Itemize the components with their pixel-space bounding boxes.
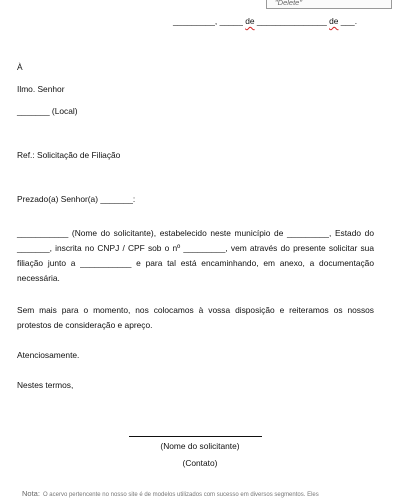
date-de-2: de [329, 16, 339, 26]
footer-note [22, 489, 382, 498]
date-year-blank: ___. [338, 16, 358, 26]
terms: Nestes termos, [17, 380, 74, 390]
date-day-blank: _________, _____ [173, 16, 246, 26]
closing-paragraph: Sem mais para o momento, nos colocamos à vossa disposição e reiteramos os nossos protestos de consideração e apreço. [17, 305, 374, 330]
regards: Atenciosamente. [17, 350, 80, 360]
salutation: Prezado(a) Senhor(a) _______: [17, 194, 136, 204]
note-text: O acervo pertencente no nosso site é de modelos utilizados com sucesso em diversos segmentos. Eles [42, 492, 319, 498]
date-month-blank: _______________ [254, 16, 330, 26]
recipient-title: Ilmo. Senhor [17, 84, 65, 94]
recipient-local: _______ (Local) [17, 106, 78, 116]
note-label: Nota: [22, 489, 40, 498]
reference-line: Ref.: Solicitação de Filiação [17, 150, 121, 160]
recipient-a: À [17, 62, 23, 72]
signature-line [129, 436, 262, 437]
body-paragraph: ___________ (Nome do solicitante), estabelecido neste município de _________, Estado do _______, inscrita no CNPJ / CPF sob o nº _________, vem através do presente solicitar sua filiação junto a ___________ e para tal está encaminhando, em anexo, a documentação necessária. [17, 228, 374, 283]
date-line [173, 16, 357, 26]
date-de-1: de [245, 16, 255, 26]
signer-name: (Nome do solicitante) [160, 441, 240, 451]
delete-button[interactable]: "Delete" [266, 0, 392, 9]
signer-contact: (Contato) [182, 458, 218, 468]
